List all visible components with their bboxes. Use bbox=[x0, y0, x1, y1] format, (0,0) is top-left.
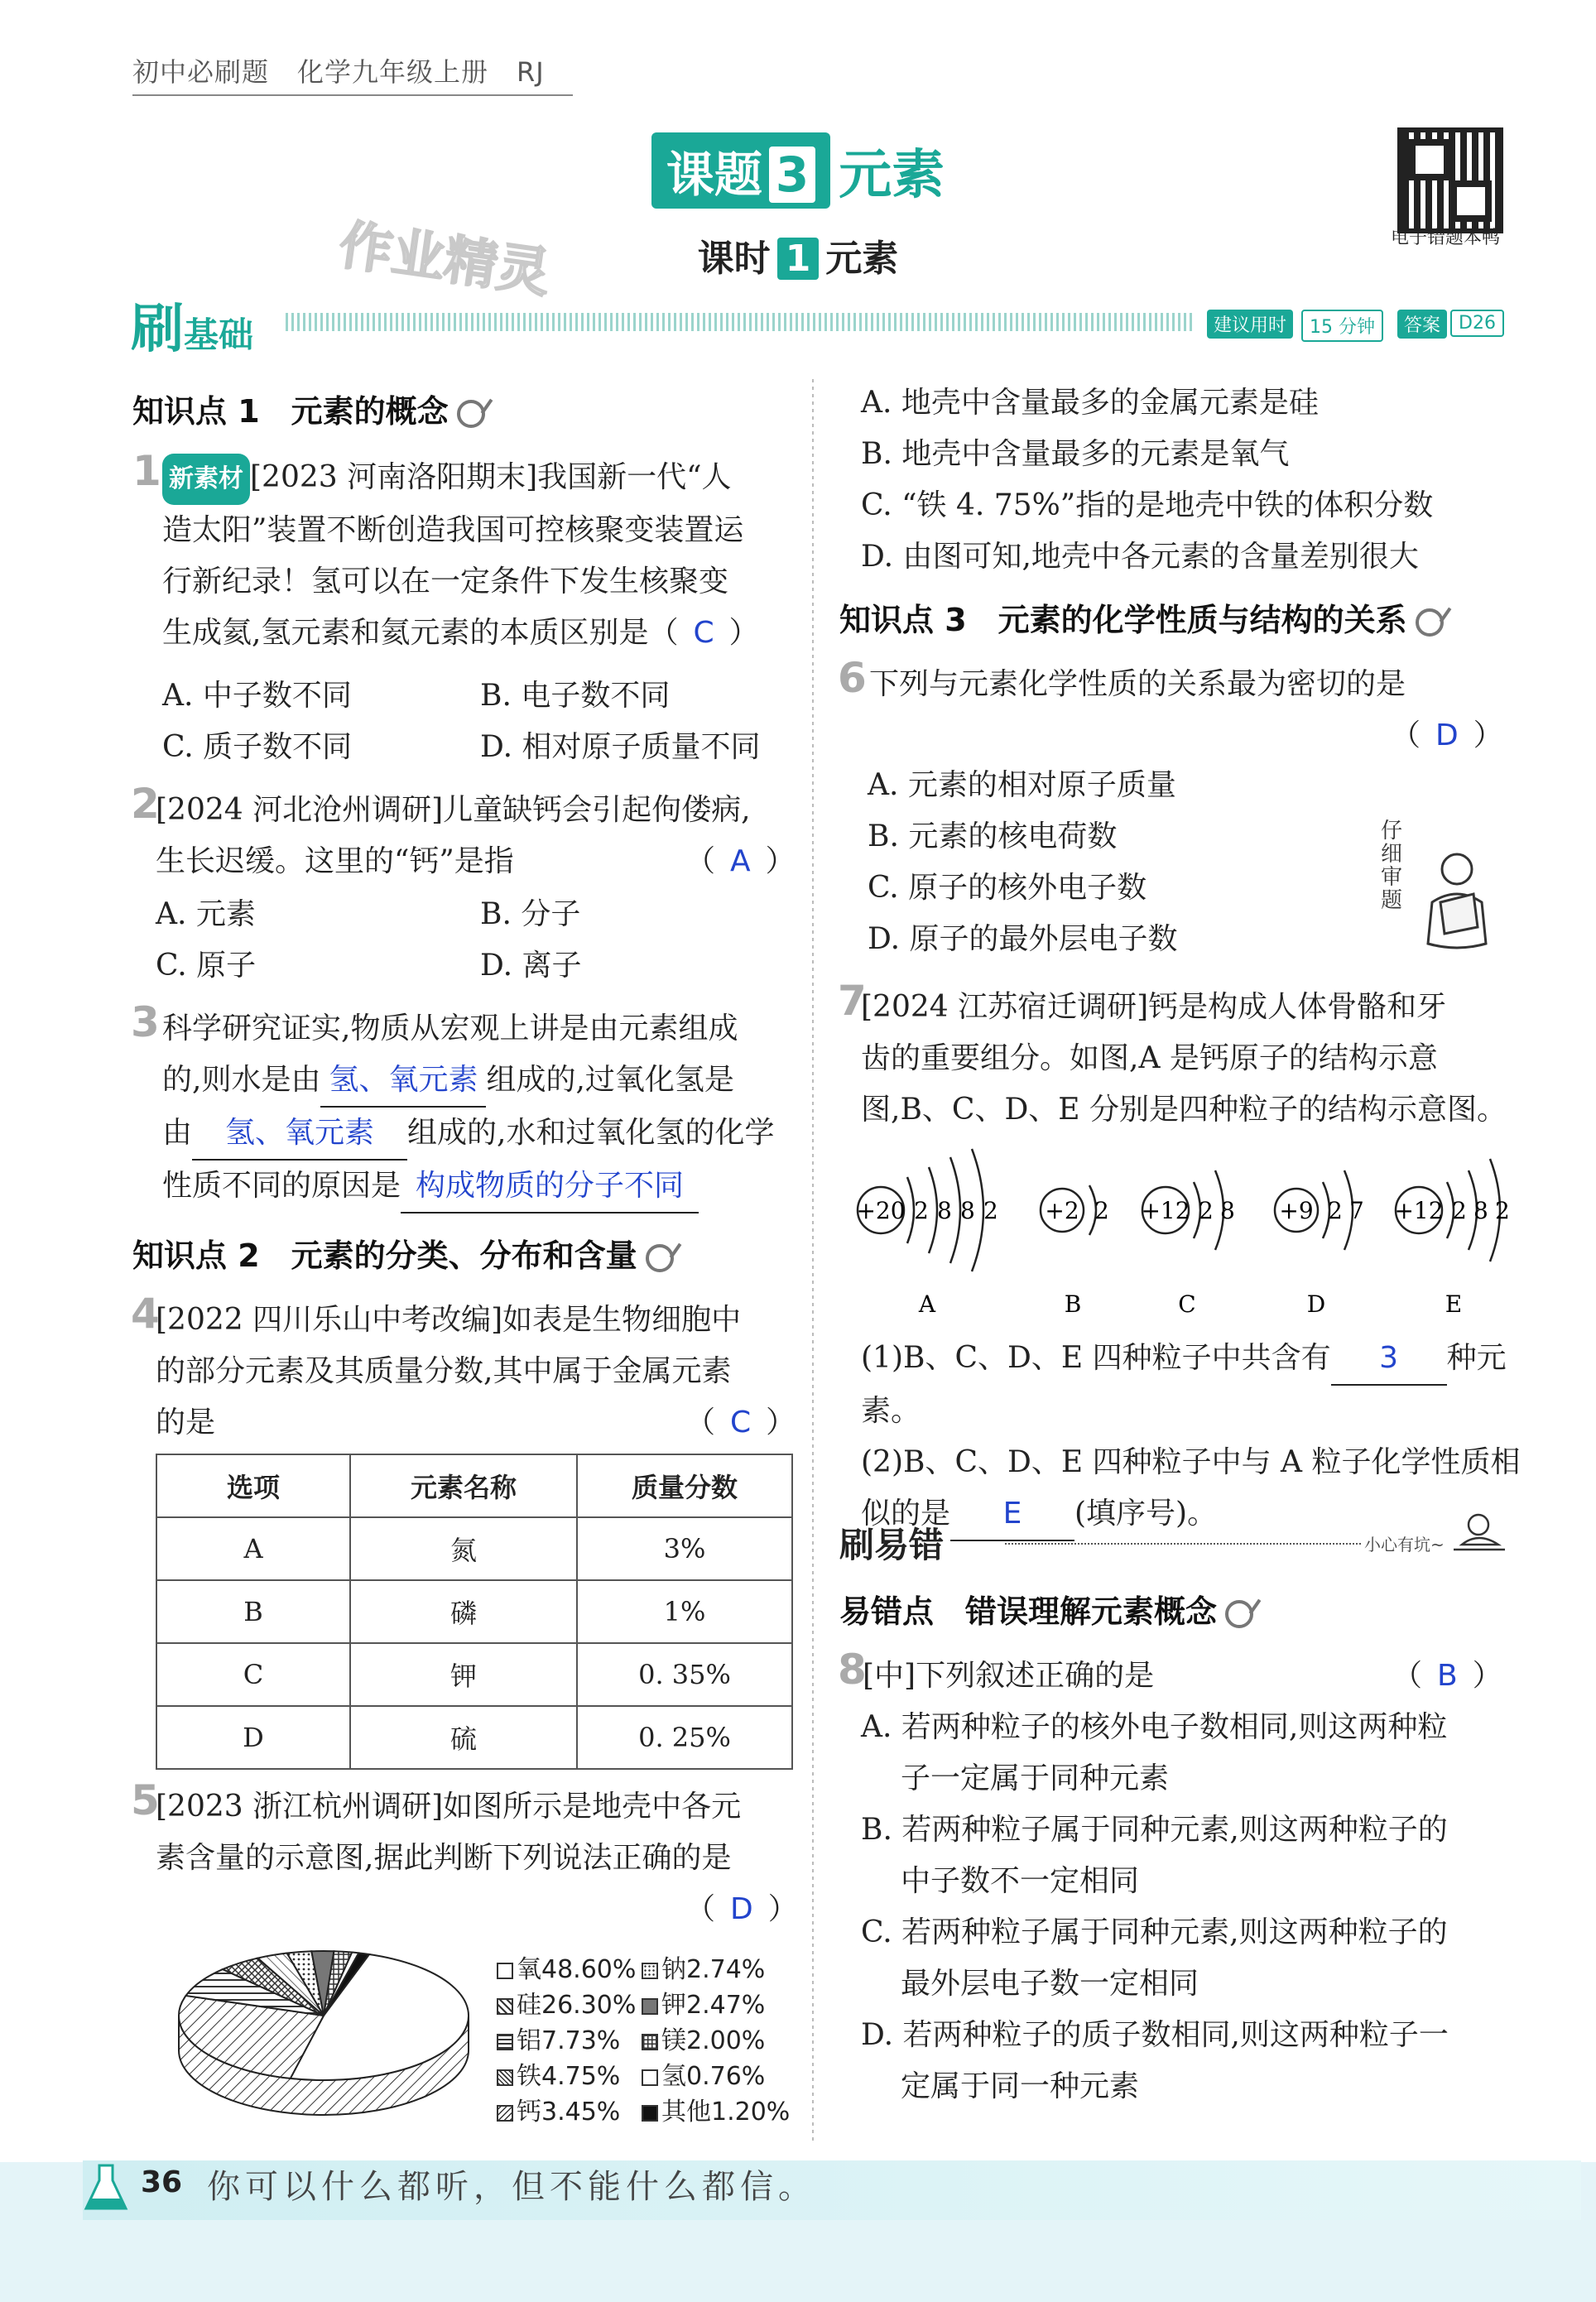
legend-swatch bbox=[642, 2069, 658, 2086]
q2-line-1: 生长迟缓。这里的“钙”是指 bbox=[156, 844, 514, 878]
error-point bbox=[839, 1586, 1253, 1632]
unit-title bbox=[0, 132, 1596, 209]
q8-number: 8 bbox=[838, 1646, 867, 1694]
legend-swatch bbox=[642, 2034, 658, 2050]
legend-item bbox=[497, 2094, 636, 2130]
q2-number: 2 bbox=[131, 780, 160, 828]
q6-option-a[interactable]: A. 元素的相对原子质量 bbox=[868, 768, 1176, 802]
section-basic-heading bbox=[131, 286, 253, 363]
q7-blank-1[interactable]: 3 bbox=[1331, 1333, 1447, 1386]
atom-b-nucleus: +2 bbox=[1045, 1197, 1079, 1224]
q7-line-1: 齿的重要组分。如图,A 是钙原子的结构示意 bbox=[861, 1041, 1438, 1075]
atom-c bbox=[1141, 1170, 1234, 1318]
series-title: 初中必刷题 bbox=[132, 56, 270, 88]
unit-name: 元素 bbox=[839, 145, 945, 206]
q1-number: 1 bbox=[132, 447, 161, 495]
q3-line-3-post: 组成的,水和过氧化氢的化学 bbox=[407, 1116, 775, 1150]
section-basic-title: 基础 bbox=[184, 315, 254, 355]
atom-a-e0: 2 bbox=[914, 1197, 929, 1224]
q7-sub2-line-1: (2)B、C、D、E 四种粒子中与 A 粒子化学性质相 bbox=[861, 1445, 1521, 1479]
qr-caption: 电子错题本鸭 bbox=[1391, 228, 1501, 248]
q8-options bbox=[861, 1702, 1515, 2112]
q1-option-d[interactable]: D. 相对原子质量不同 bbox=[480, 730, 761, 764]
unit-label: 课题 bbox=[666, 147, 762, 203]
legend-item bbox=[497, 1987, 636, 2023]
q2-option-c[interactable]: C. 原子 bbox=[156, 949, 257, 983]
atom-e-label: E bbox=[1445, 1290, 1463, 1318]
q8-line: 下列叙述正确的是 bbox=[916, 1659, 1155, 1693]
q7-sub1-post: 种元素。 bbox=[861, 1341, 1507, 1428]
ep-text: 易错点 错误理解元素概念 bbox=[839, 1593, 1218, 1630]
q8-option-a[interactable] bbox=[861, 1702, 1515, 1805]
q1-line-1: 造太阳”装置不断创造我国可控核聚变装置运 bbox=[162, 513, 744, 547]
q8-source: [中] bbox=[863, 1659, 916, 1693]
question-1 bbox=[162, 452, 800, 659]
atom-b bbox=[1041, 1185, 1109, 1318]
q5-options bbox=[861, 377, 1433, 583]
atom-c-e0: 2 bbox=[1199, 1197, 1214, 1224]
q2-line-0: 儿童缺钙会引起佝偻病, bbox=[443, 793, 751, 827]
table-cell: D bbox=[156, 1706, 350, 1769]
column-divider bbox=[812, 379, 814, 2142]
q8-option-d[interactable] bbox=[861, 2010, 1515, 2112]
q8-option-c-line2: 最外层电子数一定相同 bbox=[901, 1967, 1199, 2001]
legend-swatch bbox=[642, 1963, 658, 1979]
error-note: 小心有坑~ bbox=[1364, 1535, 1445, 1555]
legend-label: 氧48.60% bbox=[517, 1955, 637, 1984]
q1-line-2: 行新纪录！氢可以在一定条件下发生核聚变 bbox=[162, 565, 729, 598]
q8-option-c-line1: C. 若两种粒子属于同种元素,则这两种粒子的 bbox=[861, 1915, 1448, 1949]
q2-option-b[interactable]: B. 分子 bbox=[480, 897, 581, 931]
watermark: 作业精灵 bbox=[335, 214, 555, 305]
q5-line-1: 素含量的示意图,据此判断下列说法正确的是 bbox=[156, 1841, 732, 1875]
pen-icon bbox=[646, 1244, 674, 1272]
edition-tag: RJ bbox=[517, 56, 545, 88]
q6-answer[interactable]: D bbox=[1435, 718, 1459, 752]
section-error-heading: 刷易错 bbox=[839, 1525, 945, 1565]
unit-badge bbox=[651, 132, 830, 209]
q2-option-d[interactable]: D. 离子 bbox=[480, 949, 582, 983]
legend-label: 其他1.20% bbox=[661, 2098, 791, 2127]
q6-options bbox=[868, 760, 1177, 965]
q5-source: [2023 浙江杭州调研] bbox=[156, 1790, 444, 1824]
legend-label: 硅26.30% bbox=[517, 1991, 637, 2020]
knowledge-point-2 bbox=[132, 1230, 674, 1276]
question-4: [2022 四川乐山中考改编]如表是生物细胞中 的部分元素及其质量分数,其中属于金属元素 的是 （ C ） bbox=[156, 1295, 801, 1449]
table-cell: 0. 25% bbox=[577, 1706, 792, 1769]
q6-option-b[interactable]: B. 元素的核电荷数 bbox=[868, 819, 1118, 853]
q3-line-3-pre: 由 bbox=[162, 1116, 193, 1150]
qr-code-icon[interactable] bbox=[1397, 127, 1503, 233]
q4-number: 4 bbox=[131, 1290, 160, 1338]
q8-option-d-line2: 定属于同一种元素 bbox=[901, 2069, 1140, 2103]
q3-blank-1[interactable]: 氢、氧元素 bbox=[320, 1055, 486, 1108]
legend-item bbox=[642, 1987, 790, 2023]
pen-icon bbox=[1225, 1600, 1253, 1628]
atom-e bbox=[1394, 1159, 1509, 1318]
legend-swatch bbox=[642, 1998, 658, 2015]
table-header: 质量分数 bbox=[577, 1454, 792, 1517]
q7-sub2-post: (填序号)。 bbox=[1074, 1497, 1218, 1531]
legend-swatch bbox=[497, 2069, 513, 2086]
atom-d bbox=[1275, 1170, 1364, 1318]
q5-option-d[interactable]: D. 由图可知,地壳中各元素的含量差别很大 bbox=[861, 540, 1419, 574]
table-row bbox=[156, 1706, 792, 1769]
q3-line-2-post: 组成的,过氧化氢是 bbox=[486, 1063, 734, 1097]
legend-label: 钠2.74% bbox=[661, 1955, 766, 1984]
q5-line-0: 如图所示是地壳中各元 bbox=[443, 1790, 742, 1824]
atom-c-nucleus: +12 bbox=[1141, 1197, 1190, 1224]
answer-label: 答案 bbox=[1397, 310, 1447, 339]
running-header bbox=[132, 51, 573, 96]
table-cell: C bbox=[156, 1643, 350, 1706]
q4-answer[interactable]: C bbox=[730, 1406, 752, 1439]
time-value: 15 分钟 bbox=[1301, 310, 1383, 342]
q6-option-d[interactable]: D. 原子的最外层电子数 bbox=[868, 922, 1178, 956]
q1-source: [2023 河南洛阳期末] bbox=[250, 460, 538, 494]
brush-char: 刷 bbox=[131, 299, 184, 360]
table-cell: 3% bbox=[577, 1517, 792, 1580]
q4-line-2: 的是 bbox=[156, 1406, 216, 1439]
legend-label: 钾2.47% bbox=[661, 1991, 766, 2020]
table-cell: 1% bbox=[577, 1580, 792, 1643]
unit-number: 3 bbox=[769, 147, 815, 203]
atom-a-e2: 8 bbox=[960, 1197, 975, 1224]
legend-swatch bbox=[497, 1998, 513, 2015]
legend-swatch bbox=[497, 1963, 513, 1979]
q3-line-1: 科学研究证实,物质从宏观上讲是由元素组成 bbox=[162, 1012, 738, 1045]
question-7 bbox=[861, 982, 1515, 1136]
q1-option-b[interactable]: B. 电子数不同 bbox=[480, 679, 671, 713]
legend-item bbox=[642, 2094, 790, 2130]
legend-item bbox=[642, 2059, 790, 2094]
footer-motto: 你可以什么都听，但不能什么都信。 bbox=[207, 2168, 816, 2206]
pie-legend bbox=[497, 1952, 636, 2130]
duck-icon bbox=[1450, 1505, 1508, 1555]
atom-d-e0: 2 bbox=[1328, 1197, 1343, 1224]
q3-line-4-pre: 性质不同的原因是 bbox=[162, 1169, 401, 1203]
legend-label: 钙3.45% bbox=[517, 2098, 621, 2127]
section-bar-decoration bbox=[286, 313, 1192, 331]
reading-figure-icon bbox=[1407, 844, 1507, 952]
lesson-title bbox=[0, 228, 1596, 281]
error-dotted-line bbox=[1005, 1543, 1361, 1545]
q8-option-d-line1: D. 若两种粒子的质子数相同,则这两种粒子一 bbox=[861, 2018, 1449, 2052]
atom-d-nucleus: +9 bbox=[1279, 1197, 1314, 1224]
lesson-label: 课时 bbox=[697, 238, 771, 280]
q5-option-c[interactable]: C. “铁 4. 75%”指的是地壳中铁的体积分数 bbox=[861, 488, 1434, 522]
table-row bbox=[156, 1517, 792, 1580]
atom-a-nucleus: +20 bbox=[856, 1197, 906, 1224]
question-2: [2024 河北沧州调研]儿童缺钙会引起佝偻病, 生长迟缓。这里的“钙”是指 （ A ） bbox=[156, 793, 796, 878]
q3-line-2-pre: 的,则水是由 bbox=[162, 1063, 321, 1097]
atom-e-e0: 2 bbox=[1452, 1197, 1467, 1224]
question-5: [2023 浙江杭州调研]如图所示是地壳中各元 素含量的示意图,据此判断下列说法正确的是 （ D ） bbox=[156, 1781, 801, 1935]
answer-page: D26 bbox=[1450, 310, 1504, 337]
lesson-name: 元素 bbox=[825, 238, 899, 280]
q1-line-4: ） bbox=[728, 616, 759, 650]
q8-option-c[interactable] bbox=[861, 1907, 1515, 2010]
q8-option-b-line2: 中子数不一定相同 bbox=[901, 1864, 1140, 1898]
atom-c-label: C bbox=[1178, 1290, 1196, 1318]
q3-number: 3 bbox=[131, 998, 160, 1046]
atom-e-nucleus: +12 bbox=[1394, 1197, 1444, 1224]
q1-answer[interactable]: C bbox=[693, 616, 714, 650]
kp1-text: 知识点 1 元素的概念 bbox=[132, 393, 449, 430]
table-cell: 磷 bbox=[350, 1580, 577, 1643]
q4-line-0: 如表是生物细胞中 bbox=[502, 1303, 742, 1337]
kp3-text: 知识点 3 元素的化学性质与结构的关系 bbox=[839, 602, 1407, 638]
atom-a-e1: 8 bbox=[937, 1197, 952, 1224]
kp2-text: 知识点 2 元素的分类、分布和含量 bbox=[132, 1238, 637, 1274]
legend-swatch bbox=[497, 2105, 513, 2122]
q7-sub2-pre: 似的是 bbox=[861, 1497, 951, 1531]
q1-line-3: 生成氦,氢元素和氦元素的本质区别是（ bbox=[162, 616, 679, 650]
q1-option-a[interactable]: A. 中子数不同 bbox=[162, 679, 352, 713]
new-material-badge: 新素材 bbox=[162, 454, 250, 505]
q8-option-a-line1: A. 若两种粒子的核外电子数相同,则这两种粒 bbox=[861, 1710, 1448, 1744]
question-6: 下列与元素化学性质的关系最为密切的是 （ D ） bbox=[869, 659, 1515, 762]
legend-item bbox=[497, 2023, 636, 2059]
legend-label: 氢0.76% bbox=[661, 2062, 766, 2091]
question-8: [中]下列叙述正确的是 （ B ） bbox=[863, 1659, 1502, 1693]
atom-structure-diagrams bbox=[844, 1134, 1523, 1324]
page-number: 36 bbox=[141, 2165, 183, 2199]
pen-icon bbox=[1416, 608, 1444, 637]
q5-option-a[interactable]: A. 地壳中含量最多的金属元素是硅 bbox=[861, 386, 1319, 420]
q2-option-a[interactable]: A. 元素 bbox=[156, 897, 256, 931]
atom-c-e1: 8 bbox=[1220, 1197, 1235, 1224]
crust-element-pie-chart bbox=[162, 1937, 485, 2144]
atom-b-label: B bbox=[1064, 1290, 1082, 1318]
atom-e-e2: 2 bbox=[1495, 1197, 1510, 1224]
q8-option-a-line2: 子一定属于同种元素 bbox=[901, 1761, 1170, 1795]
q7-subquestions bbox=[861, 1333, 1523, 1541]
knowledge-point-1 bbox=[132, 386, 485, 431]
table-cell: 氮 bbox=[350, 1517, 577, 1580]
q8-option-b-line1: B. 若两种粒子属于同种元素,则这两种粒子的 bbox=[861, 1813, 1448, 1847]
legend-swatch bbox=[497, 2034, 513, 2050]
q8-answer[interactable]: B bbox=[1437, 1659, 1458, 1693]
q4-source: [2022 四川乐山中考改编] bbox=[156, 1303, 503, 1337]
careful-note: 仔细审题 bbox=[1381, 819, 1403, 913]
table-header: 元素名称 bbox=[350, 1454, 577, 1517]
legend-item bbox=[642, 1952, 790, 1987]
table-cell: A bbox=[156, 1517, 350, 1580]
q1-line-0: 我国新一代“人 bbox=[537, 460, 732, 494]
q7-source: [2024 江苏宿迁调研] bbox=[861, 990, 1149, 1024]
q7-line-0: 钙是构成人体骨骼和牙 bbox=[1148, 990, 1447, 1024]
table-cell: 硫 bbox=[350, 1706, 577, 1769]
pen-icon bbox=[457, 400, 485, 428]
legend-item bbox=[642, 2023, 790, 2059]
table-cell: B bbox=[156, 1580, 350, 1643]
element-table bbox=[156, 1454, 793, 1770]
legend-item bbox=[497, 1952, 636, 1987]
table-row bbox=[156, 1580, 792, 1643]
legend-label: 铝7.73% bbox=[517, 2026, 621, 2055]
q2-source: [2024 河北沧州调研] bbox=[156, 793, 444, 827]
q6-option-c[interactable]: C. 原子的核外电子数 bbox=[868, 871, 1147, 905]
q7-line-2: 图,B、C、D、E 分别是四种粒子的结构示意图。 bbox=[861, 1093, 1507, 1127]
legend-label: 镁2.00% bbox=[661, 2026, 766, 2055]
q6-number: 6 bbox=[838, 654, 867, 702]
pie-legend-2 bbox=[642, 1952, 790, 2130]
legend-label: 铁4.75% bbox=[517, 2062, 621, 2091]
q5-number: 5 bbox=[131, 1776, 160, 1824]
table-row bbox=[156, 1643, 792, 1706]
atom-e-e1: 8 bbox=[1473, 1197, 1488, 1224]
q5-option-b[interactable]: B. 地壳中含量最多的元素是氧气 bbox=[861, 437, 1290, 471]
q5-answer[interactable]: D bbox=[730, 1892, 753, 1926]
q7-blank-2[interactable]: E bbox=[950, 1488, 1074, 1541]
atom-a bbox=[856, 1149, 997, 1318]
legend-item bbox=[497, 2059, 636, 2094]
q7-number: 7 bbox=[838, 977, 867, 1025]
atom-d-e1: 7 bbox=[1349, 1197, 1364, 1224]
q3-blank-2[interactable]: 氢、氧元素 bbox=[192, 1108, 407, 1161]
question-3 bbox=[162, 1003, 808, 1213]
atom-d-label: D bbox=[1306, 1290, 1326, 1318]
table-cell: 0. 35% bbox=[577, 1643, 792, 1706]
q2-answer[interactable]: A bbox=[730, 844, 751, 878]
q3-blank-3[interactable]: 构成物质的分子不同 bbox=[401, 1161, 699, 1213]
atom-a-label: A bbox=[918, 1290, 936, 1318]
q6-line: 下列与元素化学性质的关系最为密切的是 bbox=[869, 667, 1406, 701]
table-cell: 钾 bbox=[350, 1643, 577, 1706]
q8-option-b[interactable] bbox=[861, 1805, 1515, 1907]
q4-line-1: 的部分元素及其质量分数,其中属于金属元素 bbox=[156, 1354, 732, 1388]
table-header: 选项 bbox=[156, 1454, 350, 1517]
atom-b-e0: 2 bbox=[1094, 1197, 1109, 1224]
atom-a-e3: 2 bbox=[983, 1197, 998, 1224]
legend-swatch bbox=[642, 2105, 658, 2122]
q1-option-c[interactable]: C. 质子数不同 bbox=[162, 730, 353, 764]
time-label: 建议用时 bbox=[1207, 310, 1293, 339]
lesson-number: 1 bbox=[777, 238, 820, 280]
knowledge-point-3 bbox=[839, 594, 1444, 640]
subject-title: 化学九年级上册 bbox=[297, 56, 489, 88]
table-header-row bbox=[156, 1454, 792, 1517]
flask-icon bbox=[83, 2160, 129, 2213]
q7-sub1-pre: (1)B、C、D、E 四种粒子中共含有 bbox=[861, 1341, 1331, 1375]
